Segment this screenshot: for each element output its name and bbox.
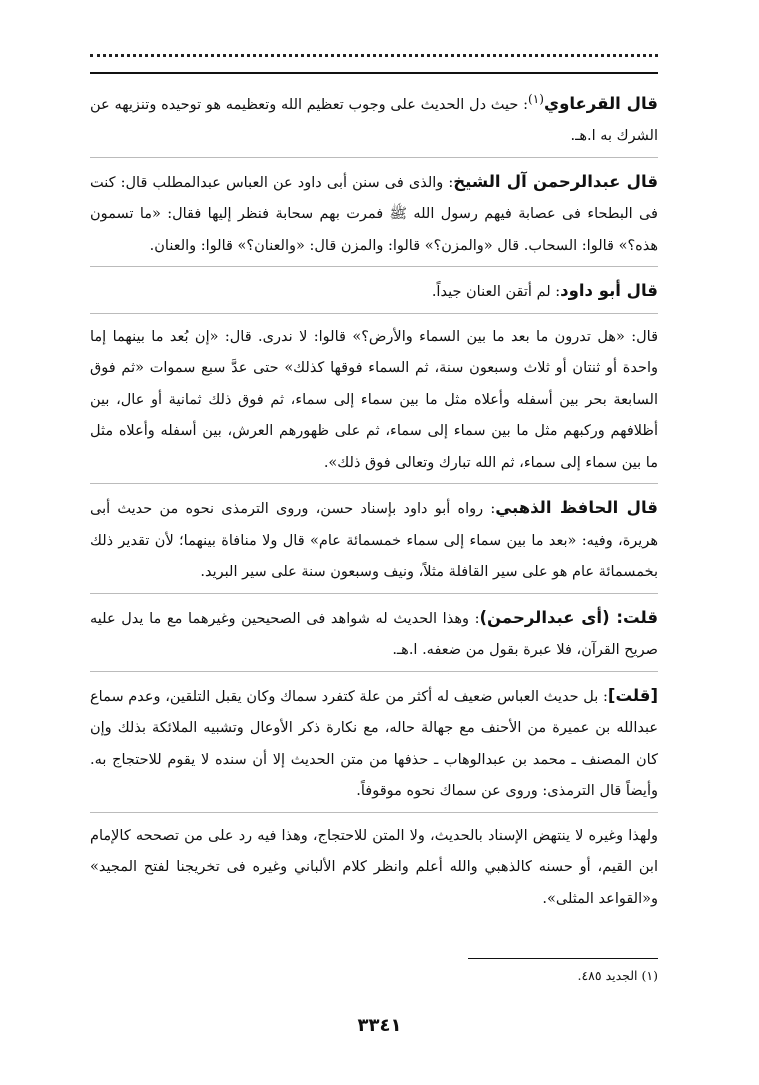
page-number: ٣٣٤١ xyxy=(357,1015,402,1036)
speaker-label: قال أبو داود xyxy=(560,281,658,301)
paragraph-body: : بل حديث العباس ضعيف له أكثر من علة كتفرد سماك وكان يقبل التلقين، وعدم سماع عبدالله بن عميرة من الأحنف مع جهالة حاله، مع نكارة ذكر الأوعال وتشبيه الملائكة بذلك وإن كان المصنف ـ محمد بن عبدالوهاب ـ حذفها من متن الحديث إلا أن سنده لا يقوم للاحتجاج به. وأيضاً قال الترمذى: وروى عن سماك نحوه موقوفاً. xyxy=(90,688,658,800)
footnote: (١) الجديد ٤٨٥. xyxy=(577,968,658,983)
top-solid-rule xyxy=(90,72,658,74)
paragraph-body: : لم أتقن العنان جيداً. xyxy=(431,284,561,301)
paragraph-conclusion xyxy=(90,821,658,916)
footnote-rule xyxy=(468,958,658,959)
speaker-label: قال القرعاوي xyxy=(543,93,658,113)
paragraph-qultu-abdulrahman xyxy=(90,602,658,672)
paragraph-dhahabi xyxy=(90,492,658,594)
footnote-marker: (١) xyxy=(528,92,544,106)
paragraph-qarawi xyxy=(90,84,658,158)
top-dotted-rule xyxy=(90,54,658,57)
paragraph-body: : وهذا الحديث له شواهد فى الصحيحين وغيرهما مع ما يدل عليه صريح القرآن، فلا عبرة بقول من ضعفه. ا.هـ. xyxy=(90,610,658,659)
paragraph-body: : والذى فى سنن أبى داود عن العباس عبدالمطلب قال: كنت فى البطحاء فى عصابة فيهم رسول الله ﷺ فمرت بهم سحابة فنظر إليها فقال: «ما تسمون هذه؟» قالوا: السحاب. قال «والمزن؟» قالوا: والمزن قال: «والعنان؟» قالوا: والعنان. xyxy=(90,174,658,254)
paragraph-qultu xyxy=(90,680,658,813)
paragraph-body: قال: «هل تدرون ما بعد ما بين السماء والأرض؟» قالوا: لا ندرى. قال: «إن بُعد ما بينهما إما واحدة أو ثنتان أو ثلاث وسبعون سنة، ثم السماء فوقها كذلك» حتى عدَّ سبع سموات «ثم فوق السابعة بحر بين أسفله وأعلاه مثل ما بين سماء إلى سماء، ثم فوق ذلك ثمانية أو عال، بين أظلافهم وركبهم مثل ما بين سماء إلى سماء، ثم على ظهورهم العرش، بين أسفله وأعلاه مثل ما بين سماء إلى سماء، ثم الله تبارك وتعالى فوق ذلك». xyxy=(90,328,658,471)
main-text xyxy=(90,84,658,915)
speaker-label: قال الحافظ الذهبي xyxy=(495,498,658,518)
paragraph-abudawud xyxy=(90,275,658,314)
paragraph-hadith xyxy=(90,322,658,485)
speaker-label: قال عبدالرحمن آل الشيخ xyxy=(453,171,658,191)
speaker-label: قلت: (أى عبدالرحمن) xyxy=(479,607,658,627)
speaker-label: [قلت] xyxy=(607,685,658,705)
paragraph-body: : حيث دل الحديث على وجوب تعظيم الله وتعظيمه هو توحيده وتنزيهه عن الشرك به ا.هـ. xyxy=(90,96,658,145)
paragraph-abdulrahman xyxy=(90,166,658,268)
paragraph-body: ولهذا وغيره لا ينتهض الإسناد بالحديث، ولا المتن للاحتجاج، وهذا فيه رد على من تصححه كالإمام ابن القيم، أو حسنه كالذهبي والله أعلم وانظر كلام الألباني وغيره فى تخريجنا لفتح المجيد» و«القواعد المثلى». xyxy=(90,827,658,907)
paragraph-body: : رواه أبو داود بإسناد حسن، وروى الترمذى نحوه من حديث أبى هريرة، وفيه: «بعد ما بين سماء إلى سماء خمسمائة عام» قال ولا منافاة بينهما؛ لأن تقدير ذلك بخمسمائة عام هو على سير القافلة مثلاً، ونيف وسبعون سنة على سير البريد. xyxy=(90,501,658,581)
